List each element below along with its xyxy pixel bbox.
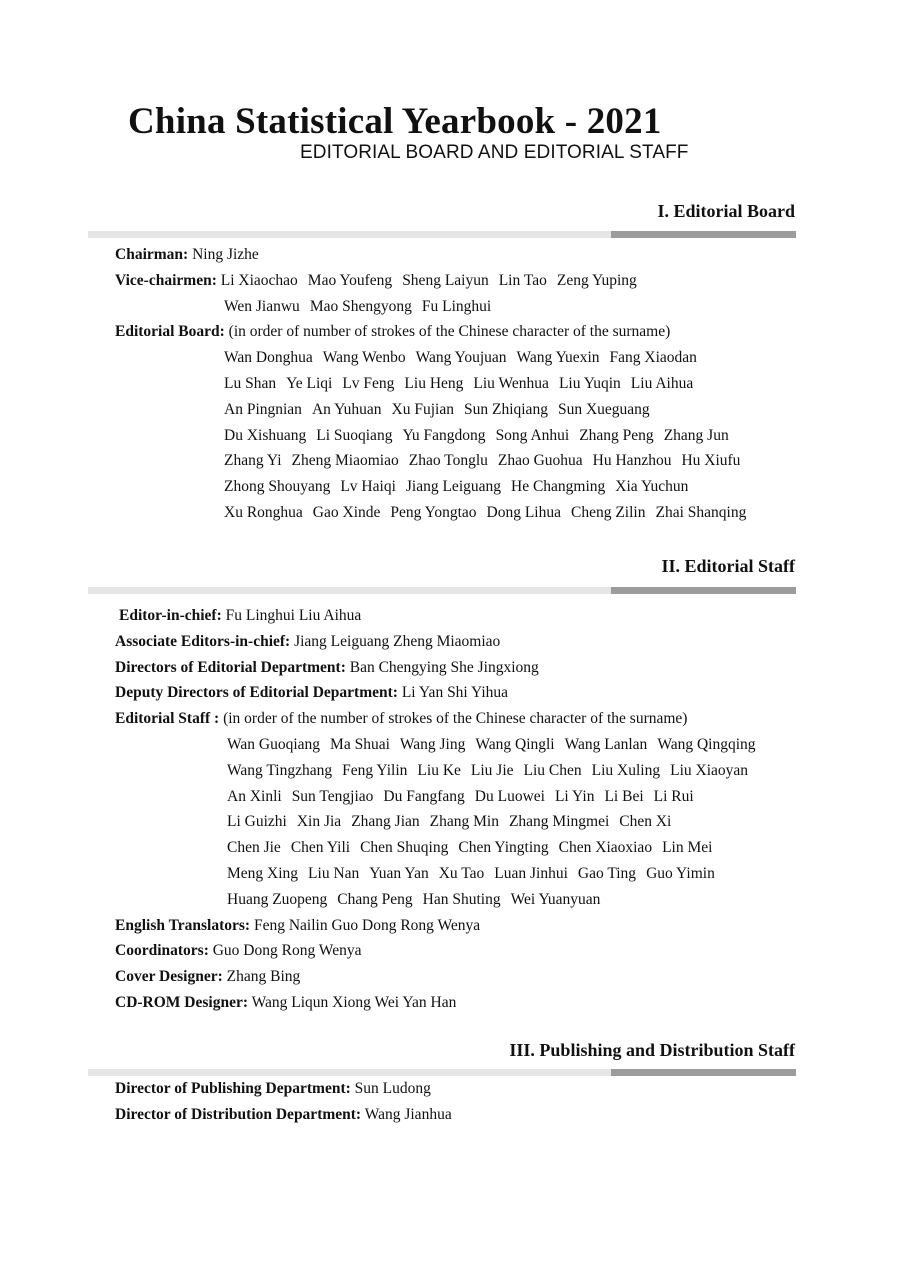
associate-editors-label: Associate Editors-in-chief: (115, 632, 291, 650)
staff-members-row (227, 839, 722, 856)
person-name: Huang Zuopeng (227, 890, 328, 908)
board-members-row (224, 375, 703, 392)
directors-label: Directors of Editorial Department: (115, 658, 346, 676)
translators-names: Feng Nailin Guo Dong Rong Wenya (253, 916, 481, 934)
person-name: Guo Yimin (646, 864, 715, 882)
person-name: Zeng Yuping (556, 271, 637, 289)
person-name: Wan Guoqiang (227, 735, 321, 753)
section-title-editorial-board: I. Editorial Board (657, 201, 795, 221)
board-members-row (224, 504, 756, 521)
person-name: Li Guizhi (227, 813, 287, 831)
coordinators-label: Coordinators: (115, 942, 209, 960)
person-name: Liu Ke (417, 761, 461, 779)
person-name: An Pingnian (224, 400, 302, 418)
person-name: Sun Tengjiao (291, 787, 374, 805)
coordinators-names: Guo Dong Rong Wenya (212, 942, 362, 960)
person-name: Wang Lanlan (564, 735, 648, 753)
person-name: Wang Wenbo (322, 349, 406, 367)
person-name: Luan Jinhui (494, 864, 568, 882)
person-name: Xin Jia (296, 813, 342, 831)
person-name: Meng Xing (227, 864, 299, 882)
person-name: Wen Jianwu (224, 297, 300, 315)
person-name: Chen Shuqing (360, 839, 449, 857)
person-name: Chen Xi (619, 813, 672, 831)
person-name: Liu Heng (404, 374, 464, 392)
page-subtitle: EDITORIAL BOARD AND EDITORIAL STAFF (300, 142, 689, 163)
publishing-director-label: Director of Publishing Department: (115, 1080, 351, 1097)
vice-chairmen-row (224, 298, 501, 315)
person-name: Xia Yuchun (615, 478, 689, 496)
person-name: Lin Mei (662, 839, 713, 857)
person-name: Chen Jie (227, 839, 281, 857)
cover-designer-label: Cover Designer: (115, 968, 223, 986)
vice-chairmen-row (221, 272, 647, 289)
person-name: Song Anhui (495, 426, 570, 444)
translators-label: English Translators: (115, 916, 251, 934)
staff-members-row (227, 813, 681, 830)
person-name: He Changming (511, 478, 606, 496)
person-name: Wang Qingqing (657, 735, 756, 753)
editorial-staff-label: Editorial Staff : (115, 710, 220, 728)
person-name: Ma Shuai (330, 735, 390, 753)
vice-chairmen-label: Vice-chairmen: (115, 271, 217, 289)
cd-rom-designer-label: CD-ROM Designer: (115, 993, 249, 1011)
person-name: Zhang Yi (224, 452, 282, 470)
section-title-editorial-staff: II. Editorial Staff (661, 556, 795, 576)
person-name: Sun Zhiqiang (463, 400, 548, 418)
deputy-directors-names: Li Yan Shi Yihua (401, 684, 509, 702)
person-name: Li Bei (604, 787, 644, 805)
person-name: Xu Ronghua (224, 503, 303, 521)
person-name: Gao Xinde (312, 503, 381, 521)
person-name: Wang Jing (399, 735, 466, 753)
board-members-row (224, 452, 750, 469)
person-name: Xu Fujian (391, 400, 454, 418)
person-name: Liu Aihua (630, 374, 694, 392)
board-members-row (224, 349, 707, 366)
person-name: Li Rui (653, 787, 694, 805)
person-name: Yu Fangdong (402, 426, 486, 444)
staff-members-row (227, 891, 610, 908)
person-name: Xu Tao (438, 864, 485, 882)
editorial-staff-note: (in order of the number of strokes of the Chinese character of the surname) (223, 710, 688, 728)
person-name: Feng Yilin (342, 761, 408, 779)
person-name: Zhang Jian (351, 813, 420, 831)
person-name: Wang Youjuan (415, 349, 507, 367)
person-name: Zhong Shouyang (224, 478, 331, 496)
person-name: Jiang Leiguang (405, 478, 502, 496)
editor-in-chief-names: Fu Linghui Liu Aihua (225, 607, 362, 624)
directors-names: Ban Chengying She Jingxiong (349, 658, 539, 676)
person-name: Ye Liqi (286, 374, 333, 392)
person-name: Du Fangfang (383, 787, 465, 805)
publishing-section (115, 1076, 452, 1128)
section-title-publishing: III. Publishing and Distribution Staff (509, 1040, 795, 1060)
person-name: Li Xiaochao (220, 271, 298, 289)
section-divider (88, 231, 796, 238)
person-name: Chen Yingting (458, 839, 549, 857)
person-name: Li Yin (554, 787, 595, 805)
person-name: Zhang Peng (579, 426, 654, 444)
cover-designer-name: Zhang Bing (226, 968, 301, 986)
person-name: Liu Jie (470, 761, 514, 779)
editorial-board-note: (in order of number of strokes of the Chinese character of the surname) (228, 323, 671, 341)
page-title: China Statistical Yearbook - 2021 (128, 101, 662, 142)
person-name: Cheng Zilin (571, 503, 646, 521)
board-members-row (224, 478, 698, 495)
person-name: Lin Tao (498, 271, 547, 289)
person-name: Hu Hanzhou (592, 452, 672, 470)
person-name: Li Suoqiang (316, 426, 393, 444)
associate-editors-names: Jiang Leiguang Zheng Miaomiao (294, 632, 501, 650)
editorial-board-label: Editorial Board: (115, 323, 225, 341)
section-divider (88, 587, 796, 594)
person-name: An Yuhuan (311, 400, 382, 418)
person-name: Zheng Miaomiao (291, 452, 399, 470)
chairman-name: Ning Jizhe (192, 246, 259, 263)
person-name: Du Luowei (474, 787, 545, 805)
person-name: Sun Xueguang (557, 400, 650, 418)
person-name: Zhang Jun (663, 426, 729, 444)
person-name: Wang Yuexin (516, 349, 600, 367)
person-name: Zhai Shanqing (655, 503, 747, 521)
person-name: Du Xishuang (224, 426, 307, 444)
person-name: Wan Donghua (224, 349, 313, 367)
person-name: Liu Xuling (591, 761, 661, 779)
person-name: Lv Feng (342, 374, 395, 392)
deputy-directors-label: Deputy Directors of Editorial Department: (115, 684, 398, 702)
chairman-label: Chairman: (115, 246, 189, 263)
person-name: Liu Chen (523, 761, 582, 779)
staff-members-row (227, 736, 766, 753)
person-name: Sheng Laiyun (402, 271, 489, 289)
person-name: Lu Shan (224, 374, 277, 392)
person-name: Liu Xiaoyan (670, 761, 749, 779)
editor-in-chief-label: Editor-in-chief: (119, 607, 222, 624)
publishing-director-name: Sun Ludong (354, 1080, 431, 1097)
person-name: Liu Yuqin (558, 374, 621, 392)
person-name: Zhao Guohua (497, 452, 583, 470)
board-members-row (224, 401, 660, 418)
person-name: Gao Ting (577, 864, 637, 882)
distribution-director-label: Director of Distribution Department: (115, 1105, 362, 1123)
person-name: Yuan Yan (369, 864, 429, 882)
board-members-row (224, 427, 739, 444)
person-name: Zhang Mingmei (508, 813, 610, 831)
person-name: Chang Peng (337, 890, 413, 908)
person-name: Peng Yongtao (390, 503, 477, 521)
person-name: Mao Youfeng (307, 271, 393, 289)
person-name: Liu Nan (308, 864, 360, 882)
person-name: Chen Yili (290, 839, 351, 857)
staff-members-row (227, 788, 704, 805)
person-name: Zhang Min (429, 813, 499, 831)
person-name: Zhao Tonglu (408, 452, 488, 470)
person-name: Dong Lihua (486, 503, 561, 521)
distribution-director-name: Wang Jianhua (364, 1105, 452, 1123)
staff-members-row (227, 762, 758, 779)
person-name: Wang Qingli (475, 735, 555, 753)
person-name: An Xinli (227, 787, 282, 805)
section-divider (88, 1069, 796, 1076)
person-name: Fang Xiaodan (609, 349, 697, 367)
person-name: Chen Xiaoxiao (558, 839, 653, 857)
editorial-staff-section (115, 603, 766, 1016)
cd-rom-designer-names: Wang Liqun Xiong Wei Yan Han (251, 993, 457, 1011)
person-name: Liu Wenhua (473, 374, 549, 392)
staff-members-row (227, 865, 725, 882)
person-name: Han Shuting (422, 890, 501, 908)
person-name: Wang Tingzhang (227, 761, 333, 779)
person-name: Fu Linghui (421, 297, 492, 315)
person-name: Mao Shengyong (309, 297, 412, 315)
person-name: Lv Haiqi (340, 478, 396, 496)
person-name: Hu Xiufu (681, 452, 741, 470)
editorial-board-section (115, 242, 756, 526)
person-name: Wei Yuanyuan (510, 890, 601, 908)
